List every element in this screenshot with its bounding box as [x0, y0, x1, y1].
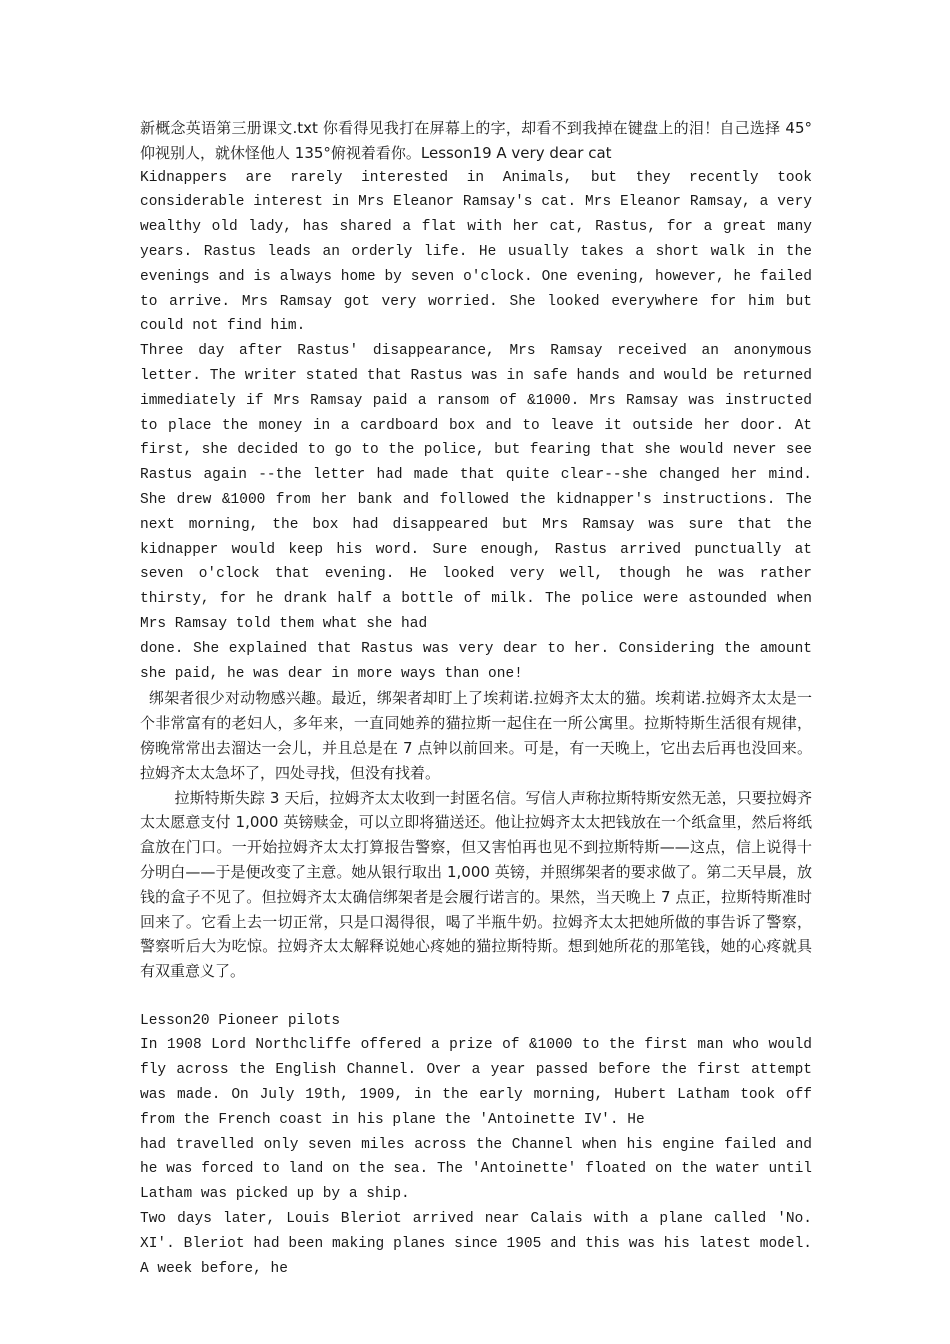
doc-header-paragraph: 新概念英语第三册课文.txt 你看得见我打在屏幕上的字，却看不到我掉在键盘上的泪！自己选择 45°仰视别人，就休怪他人 135°俯视着看你。Lesson19 A very dear cat: [140, 119, 812, 162]
lesson19-paragraph-2: Three day after Rastus' disappearance, Mrs Ramsay received an anonymous letter. The writer stated that Rastus was in safe hands and would be returned immediately if Mrs Ramsay paid a ransom of &1000. Mrs Ramsay was instructed to place the money in a cardboard box and to leave it outside her door. At first, she decided to go to the police, but fearing that she would never see Rastus again --the letter had made that quite clear--she changed her mind. She drew &1000 from her bank and followed the kidnapper's instructions. The next morning, the box had disappeared but Mrs Ramsay was sure that the kidnapper would keep his word. Sure enough, Rastus arrived punctually at seven o'clock that evening. He looked very well, though he was rather thirsty, for he drank half a bottle of milk. The police were astounded when Mrs Ramsay told them what she had: [140, 343, 812, 632]
lesson19-translation-1: 绑架者很少对动物感兴趣。最近，绑架者却盯上了埃莉诺.拉姆齐太太的猫。埃莉诺.拉姆齐太太是一个非常富有的老妇人，多年来，一直同她养的猫拉斯一起住在一所公寓里。拉斯特斯生活很有规律，傍晚常常出去溜达一会儿，并且总是在 7 点钟以前回来。可是，有一天晚上，它出去后再也没回来。拉姆齐太太急坏了，四处寻找，但没有找着。: [140, 689, 812, 782]
lesson19-paragraph-1: Kidnappers are rarely interested in Animals, but they recently took considerable interest in Mrs Eleanor Ramsay's cat. Mrs Eleanor Ramsay, a very wealthy old lady, has shared a flat with her cat, Rastus, for a great many years. Rastus leads an orderly life. He usually takes a short walk in the evenings and is always home by seven o'clock. One evening, however, he failed to arrive. Mrs Ramsay got very worried. She looked everywhere for him but could not find him.: [140, 169, 812, 335]
lesson20-title: Lesson20 Pioneer pilots: [140, 1012, 341, 1029]
lesson20-paragraph-1: In 1908 Lord Northcliffe offered a prize of &1000 to the first man who would fly across the English Channel. Over a year passed before the first attempt was made. On July 19th, 1909, in the early morning, Hubert Latham took off from the French coast in his plane the 'Antoinette IV'. He: [140, 1037, 812, 1128]
blank-line: [140, 984, 812, 1009]
lesson20-paragraph-3: Two days later, Louis Bleriot arrived near Calais with a plane called 'No. XI'. Bleriot had been making planes since 1905 and this was his latest model. A week before, he: [140, 1211, 812, 1277]
lesson20-paragraph-2: had travelled only seven miles across the Channel when his engine failed and he was forced to land on the sea. The 'Antoinette' floated on the water until Latham was picked up by a ship.: [140, 1136, 812, 1203]
lesson19-paragraph-3: done. She explained that Rastus was very dear to her. Considering the amount she paid, he was dear in more ways than one!: [140, 640, 812, 682]
lesson19-translation-2: 拉斯特斯失踪 3 天后，拉姆齐太太收到一封匿名信。写信人声称拉斯特斯安然无恙，只要拉姆齐太太愿意支付 1,000 英镑赎金，可以立即将猫送还。他让拉姆齐太太把钱放在一个纸盒里，然后将纸盒放在门口。一开始拉姆齐太太打算报告警察，但又害怕再也见不到拉斯特斯——这点，信上说得十分明白——于是便改变了主意。她从银行取出 1,000 英镑，并照绑架者的要求做了。第二天早晨，放钱的盒子不见了。但拉姆齐太太确信绑架者是会履行诺言的。果然，当天晚上 7 点正，拉斯特斯准时回来了。它看上去一切正常，只是口渴得很，喝了半瓶牛奶。拉姆齐太太把她所做的事告诉了警察，警察听后大为吃惊。拉姆齐太太解释说她心疼她的猫拉斯特斯。想到她所花的那笔钱，她的心疼就具有双重意义了。: [140, 788, 812, 981]
document-page: [140, 116, 812, 1281]
